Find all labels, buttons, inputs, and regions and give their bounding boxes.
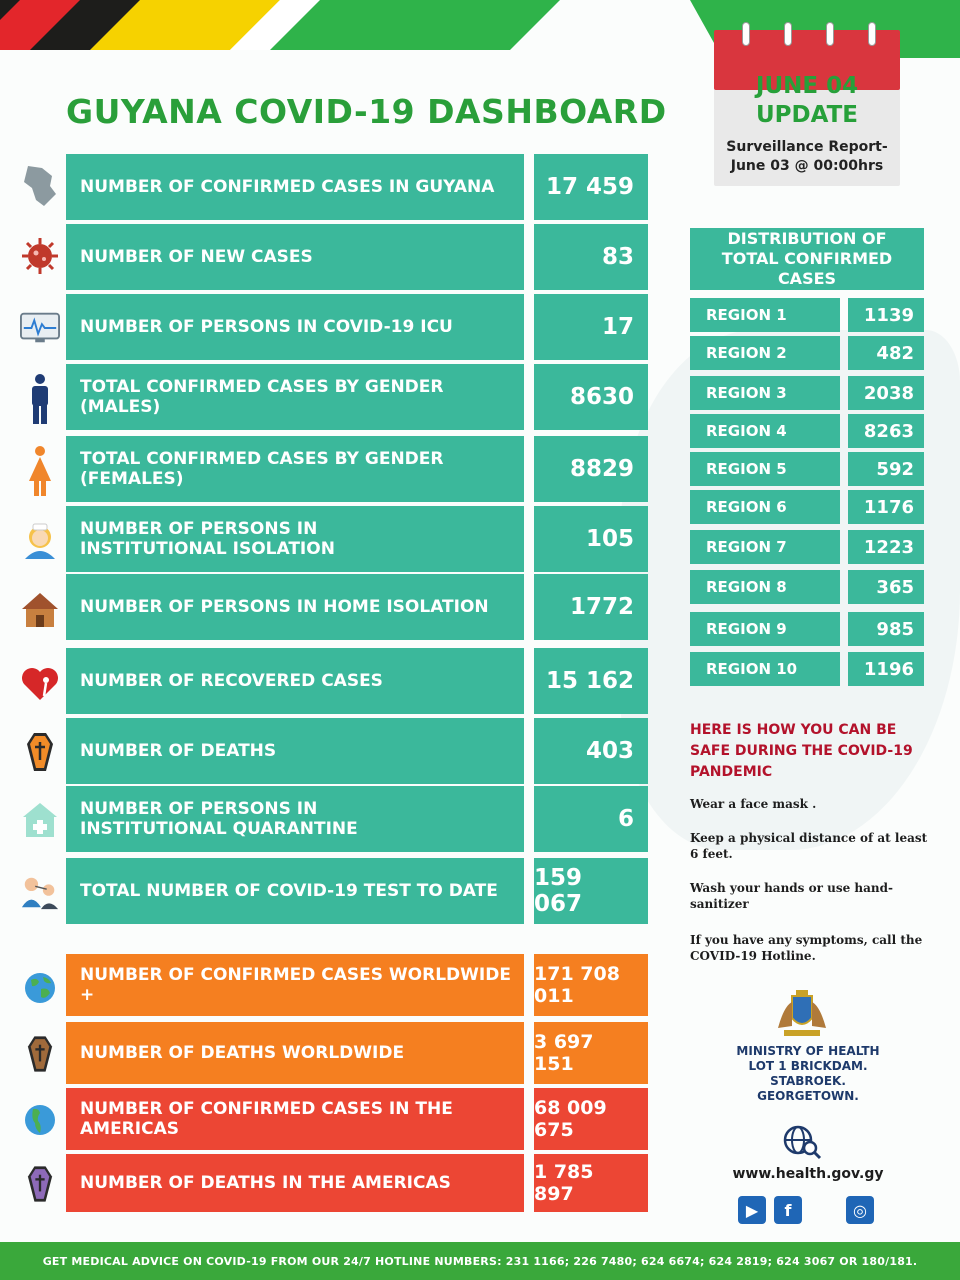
stat-value: 68 009 675: [534, 1088, 648, 1150]
region-name: REGION 9: [690, 612, 840, 646]
safety-tip: Wash your hands or use hand-sanitizer: [690, 881, 894, 911]
region-value: 1139: [848, 298, 924, 332]
region-name: REGION 7: [690, 530, 840, 564]
calendar-ring-icon: [868, 22, 876, 46]
icu-monitor-icon: [20, 308, 60, 348]
stat-value: 17 459: [534, 154, 648, 220]
region-value: 1176: [848, 490, 924, 524]
stat-label: NUMBER OF DEATHS WORLDWIDE: [66, 1022, 524, 1084]
region-name: REGION 10: [690, 652, 840, 686]
coffin-icon: [20, 732, 60, 772]
coat-of-arms-icon: [774, 988, 830, 1038]
youtube-icon[interactable]: ▶: [738, 1196, 766, 1224]
region-name: REGION 3: [690, 376, 840, 410]
ministry-address-line: GEORGETOWN.: [757, 1089, 859, 1103]
stat-value: 1 785 897: [534, 1154, 648, 1212]
region-name: REGION 4: [690, 414, 840, 448]
stat-label: NUMBER OF CONFIRMED CASES WORLDWIDE +: [66, 954, 524, 1016]
safety-heading: HERE IS HOW YOU CAN BE SAFE DURING THE COVID-19 PANDEMIC: [690, 722, 913, 780]
calendar-ring-icon: [784, 22, 792, 46]
stat-value: 6: [534, 786, 648, 852]
stat-label: NUMBER OF RECOVERED CASES: [66, 648, 524, 714]
ministry-address-line: LOT 1 BRICKDAM.: [748, 1059, 868, 1073]
swab-test-icon: [20, 872, 60, 912]
region-name: REGION 5: [690, 452, 840, 486]
stat-label: NUMBER OF PERSONS IN COVID-19 ICU: [66, 294, 524, 360]
ministry-name: MINISTRY OF HEALTH: [736, 1044, 880, 1058]
safety-tip: Keep a physical distance of at least 6 feet.: [690, 831, 928, 861]
heart-recovery-icon: [20, 664, 60, 704]
stat-label: NUMBER OF PERSONS IN INSTITUTIONAL QUARANTINE: [66, 786, 524, 852]
calendar-date-line1: JUNE 04: [755, 73, 859, 99]
region-value: 2038: [848, 376, 924, 410]
calendar-date-line2: UPDATE: [755, 102, 859, 128]
distribution-heading: DISTRIBUTION OF TOTAL CONFIRMED CASES: [690, 228, 924, 290]
stat-value: 8630: [534, 364, 648, 430]
safety-tip: If you have any symptoms, call the COVID-19 Hotline.: [690, 933, 923, 963]
globe-search-icon: [782, 1124, 822, 1160]
safety-tip: Wear a face mask .: [690, 797, 817, 811]
virus-icon: [20, 236, 60, 276]
globe-icon: [20, 968, 60, 1008]
flag-stripes: [0, 0, 580, 60]
female-icon: [20, 446, 60, 496]
stat-label: TOTAL NUMBER OF COVID-19 TEST TO DATE: [66, 858, 524, 924]
nurse-icon: [20, 520, 60, 560]
quarantine-house-icon: [20, 800, 60, 840]
coffin-purple-icon: [20, 1164, 60, 1204]
stat-value: 17: [534, 294, 648, 360]
region-name: REGION 2: [690, 336, 840, 370]
stat-label: NUMBER OF DEATHS: [66, 718, 524, 784]
calendar-sub-line1: Surveillance Report-: [726, 139, 888, 155]
hotline-footer: GET MEDICAL ADVICE ON COVID-19 FROM OUR 24/7 HOTLINE NUMBERS: 231 1166; 226 7480; 624 6674; 624 2819; 624 3067 OR 180/181.: [0, 1242, 960, 1280]
stat-label: NUMBER OF CONFIRMED CASES IN THE AMERICAS: [66, 1088, 524, 1150]
stat-value: 8829: [534, 436, 648, 502]
calendar-ring-icon: [742, 22, 750, 46]
region-name: REGION 1: [690, 298, 840, 332]
guyana-map-icon: [20, 166, 60, 206]
region-name: REGION 6: [690, 490, 840, 524]
calendar-ring-icon: [826, 22, 834, 46]
stat-label: TOTAL CONFIRMED CASES BY GENDER (FEMALES): [66, 436, 524, 502]
ministry-address-line: STABROEK.: [770, 1074, 846, 1088]
ministry-address: [690, 1044, 926, 1104]
calendar-subtitle: [714, 138, 900, 176]
coffin-icon: [20, 1034, 60, 1074]
region-value: 592: [848, 452, 924, 486]
male-icon: [20, 374, 60, 424]
region-value: 1223: [848, 530, 924, 564]
region-value: 8263: [848, 414, 924, 448]
stat-value: 159 067: [534, 858, 648, 924]
stat-value: 3 697 151: [534, 1022, 648, 1084]
calendar-sub-line2: June 03 @ 00:00hrs: [730, 158, 884, 174]
region-value: 985: [848, 612, 924, 646]
stat-value: 15 162: [534, 648, 648, 714]
region-value: 482: [848, 336, 924, 370]
stat-label: NUMBER OF CONFIRMED CASES IN GUYANA: [66, 154, 524, 220]
stat-value: 105: [534, 506, 648, 572]
house-icon: [20, 590, 60, 630]
stat-label: NUMBER OF NEW CASES: [66, 224, 524, 290]
website-link[interactable]: www.health.gov.gy: [732, 1166, 884, 1182]
stat-label: TOTAL CONFIRMED CASES BY GENDER (MALES): [66, 364, 524, 430]
stat-value: 1772: [534, 574, 648, 640]
region-name: REGION 8: [690, 570, 840, 604]
stat-label: NUMBER OF DEATHS IN THE AMERICAS: [66, 1154, 524, 1212]
stat-label: NUMBER OF PERSONS IN INSTITUTIONAL ISOLATION: [66, 506, 524, 572]
facebook-icon[interactable]: f: [774, 1196, 802, 1224]
globe-americas-icon: [20, 1100, 60, 1140]
stat-value: 403: [534, 718, 648, 784]
stat-value: 171 708 011: [534, 954, 648, 1016]
instagram-icon[interactable]: ◎: [846, 1196, 874, 1224]
update-calendar: [714, 22, 900, 186]
page-title: GUYANA COVID-19 DASHBOARD: [66, 92, 667, 131]
region-value: 1196: [848, 652, 924, 686]
stat-label: NUMBER OF PERSONS IN HOME ISOLATION: [66, 574, 524, 640]
stat-value: 83: [534, 224, 648, 290]
calendar-date: [714, 72, 900, 130]
region-value: 365: [848, 570, 924, 604]
